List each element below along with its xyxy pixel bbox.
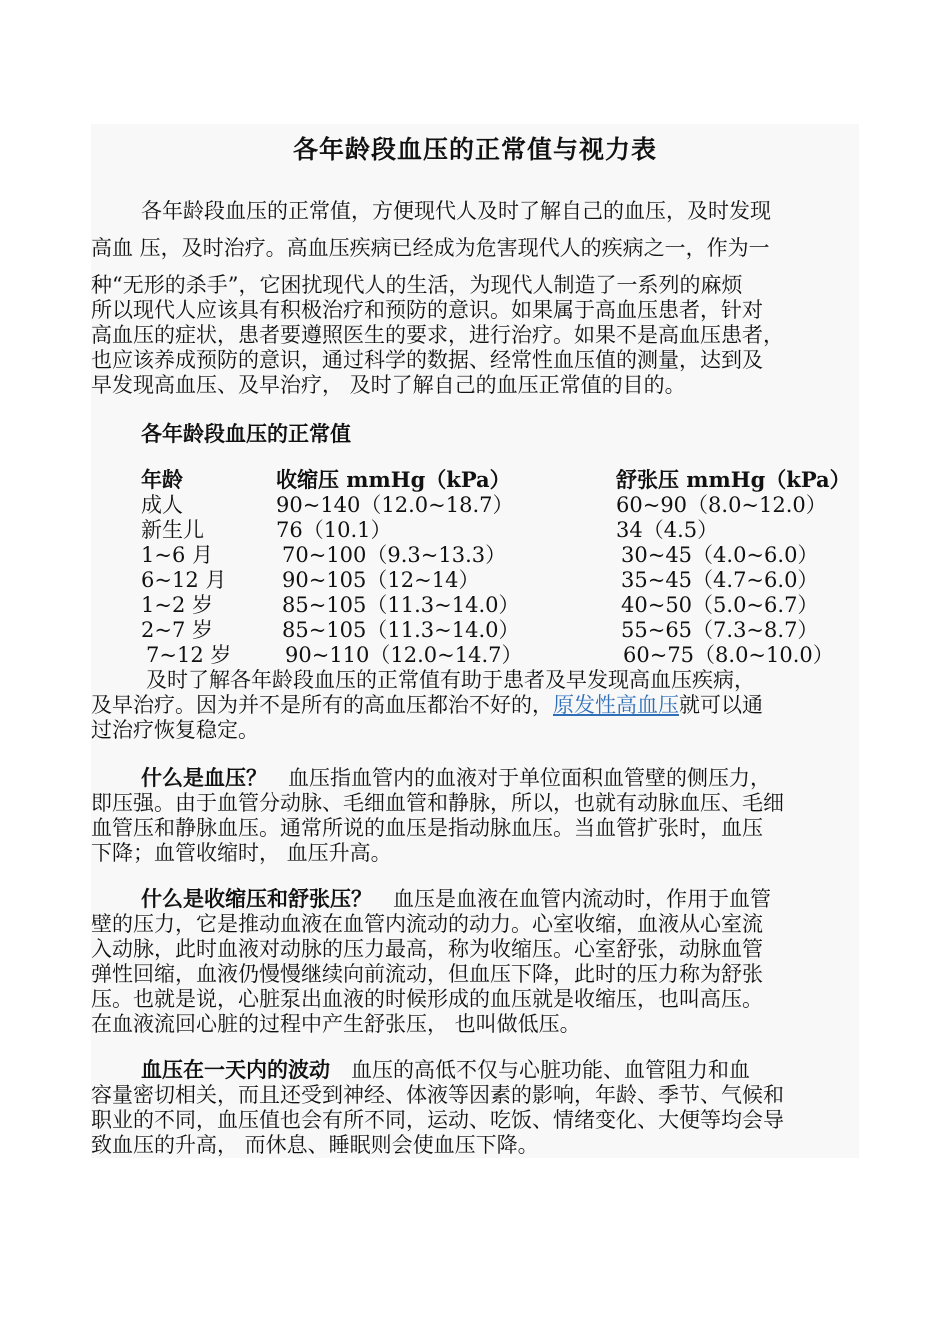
after-table-line: [91, 692, 763, 718]
table-cell-age: 成人: [141, 493, 183, 517]
intro-line: 也应该养成预防的意识，通过科学的数据、经常性血压值的测量，达到及: [91, 348, 763, 372]
intro-line: 高血 压，及时治疗。高血压疾病已经成为危害现代人的疾病之一，作为一: [91, 236, 770, 260]
section-sys-line: 入动脉，此时血液对动脉的压力最高，称为收缩压。心室舒张，动脉血管: [91, 937, 763, 961]
section-sys-heading: 什么是收缩压和舒张压？: [141, 886, 372, 911]
section-sys-text: 血压是血液在血管内流动时，作用于血管: [372, 887, 771, 911]
section-wave-line: 职业的不同，血压值也会有所不同，运动、吃饭、情绪变化、大便等均会导: [91, 1108, 784, 1132]
intro-line: 各年龄段血压的正常值，方便现代人及时了解自己的血压，及时发现: [141, 199, 771, 223]
table-cell-diastolic: 35~45（4.7~6.0）: [621, 568, 819, 592]
table-cell-diastolic: 55~65（7.3~8.7）: [621, 618, 819, 642]
section-sys-line: 弹性回缩，血液仍慢慢继续向前流动，但血压下降，此时的压力称为舒张: [91, 962, 763, 986]
table-cell-diastolic: 30~45（4.0~6.0）: [621, 543, 819, 567]
document-title: 各年龄段血压的正常值与视力表: [292, 135, 657, 164]
section-bp-line: 即压强。由于血管分动脉、毛细血管和静脉，所以，也就有动脉血压、毛细: [91, 791, 784, 815]
section-sys-line: 壁的压力，它是推动血液在血管内流动的动力。心室收缩，血液从心室流: [91, 912, 763, 936]
table-cell-age: 6~12 月: [141, 568, 227, 592]
table-cell-age: 7~12 岁: [146, 643, 232, 667]
section-bp-text: 血压指血管内的血液对于单位面积血管壁的侧压力，: [267, 766, 771, 790]
section-bp-line: 血管压和静脉血压。通常所说的血压是指动脉血压。当血管扩张时，血压: [91, 816, 763, 840]
section-wave-text: 血压的高低不仅与心脏功能、血管阻力和血: [330, 1058, 750, 1082]
section-sys-line: 在血液流回心脏的过程中产生舒张压， 也叫做低压。: [91, 1012, 581, 1036]
intro-line: 所以现代人应该具有积极治疗和预防的意识。如果属于高血压患者，针对: [91, 298, 763, 322]
section-wave-heading: 血压在一天内的波动: [141, 1057, 330, 1082]
section-sys-line: 压。也就是说，心脏泵出血液的时候形成的血压就是收缩压，也叫高压。: [91, 987, 763, 1011]
table-heading: 各年龄段血压的正常值: [141, 421, 351, 446]
table-cell-age: 1~2 岁: [141, 593, 213, 617]
table-cell-systolic: 90~105（12~14）: [282, 568, 480, 592]
intro-line: 早发现高血压、及早治疗， 及时了解自己的血压正常值的目的。: [91, 373, 686, 397]
section-wave-line: 致血压的升高， 而休息、睡眠则会使血压下降。: [91, 1133, 539, 1157]
table-cell-systolic: 85~105（11.3~14.0）: [282, 618, 520, 642]
table-cell-diastolic: 60~75（8.0~10.0）: [623, 643, 834, 667]
section-bp-line: [141, 765, 771, 791]
table-cell-diastolic: 60~90（8.0~12.0）: [616, 493, 827, 517]
table-header-age: 年龄: [141, 467, 183, 492]
table-cell-diastolic: 34（4.5）: [616, 518, 719, 542]
table-cell-age: 1~6 月: [141, 543, 213, 567]
after-table-line: 及时了解各年龄段血压的正常值有助于患者及早发现高血压疾病，: [146, 668, 755, 692]
section-bp-heading: 什么是血压？: [141, 765, 267, 790]
after-table-text: 就可以通: [679, 693, 763, 717]
table-cell-systolic: 70~100（9.3~13.3）: [282, 543, 507, 567]
primary-hypertension-link[interactable]: 原发性高血压: [553, 693, 679, 717]
after-table-text: 及早治疗。因为并不是所有的高血压都治不好的，: [91, 693, 553, 717]
table-cell-systolic: 76（10.1）: [276, 518, 392, 542]
table-cell-age: 新生儿: [141, 518, 204, 542]
table-header-systolic: 收缩压 mmHg（kPa）: [276, 467, 511, 492]
intro-line: 高血压的症状，患者要遵照医生的要求，进行治疗。如果不是高血压患者，: [91, 323, 784, 347]
table-cell-diastolic: 40~50（5.0~6.7）: [621, 593, 819, 617]
table-cell-systolic: 90~140（12.0~18.7）: [276, 493, 514, 517]
table-cell-systolic: 90~110（12.0~14.7）: [285, 643, 523, 667]
after-table-line: 过治疗恢复稳定。: [91, 718, 259, 742]
section-bp-line: 下降；血管收缩时， 血压升高。: [91, 841, 392, 865]
table-cell-systolic: 85~105（11.3~14.0）: [282, 593, 520, 617]
table-cell-age: 2~7 岁: [141, 618, 213, 642]
section-wave-line: 容量密切相关，而且还受到神经、体液等因素的影响，年龄、季节、气候和: [91, 1083, 784, 1107]
intro-line: 种“无形的杀手”，它困扰现代人的生活，为现代人制造了一系列的麻烦: [91, 273, 743, 297]
section-sys-line: [141, 886, 771, 912]
section-wave-line: [141, 1057, 750, 1083]
table-header-diastolic: 舒张压 mmHg（kPa）: [616, 467, 851, 492]
